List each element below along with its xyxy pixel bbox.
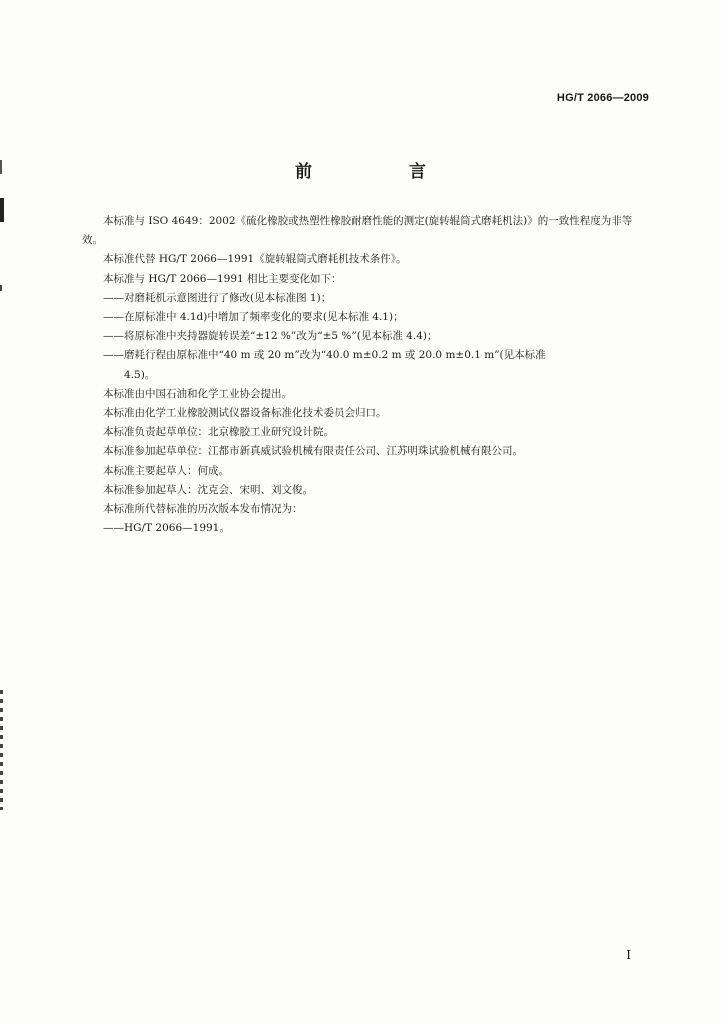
paragraph-main-author: 本标准主要起草人：何成。	[103, 464, 229, 477]
standard-code: HG/T 2066—2009	[556, 92, 649, 104]
foreword-body	[82, 212, 650, 538]
list-item-change: ——磨耗行程由原标准中“40 m 或 20 m”改为“40.0 m±0.2 m 或 20.0 m±0.1 m”(见本标准	[103, 349, 546, 362]
paragraph-committee: 本标准由化学工业橡胶测试仪器设备标准化技术委员会归口。	[103, 407, 387, 420]
list-item-change-continued: 4.5)。	[124, 368, 156, 381]
page-title: 前 言	[295, 162, 466, 182]
paragraph-lead-drafter: 本标准负责起草单位：北京橡胶工业研究设计院。	[103, 426, 334, 439]
binding-edge-mark	[0, 690, 3, 810]
list-item-history: ——HG/T 2066—1991。	[103, 522, 230, 535]
list-item-change: ——在原标准中 4.1d)中增加了频率变化的要求(见本标准 4.1)；	[103, 311, 404, 324]
paragraph-history-intro: 本标准所代替标准的历次版本发布情况为：	[103, 503, 303, 516]
list-item-change: ——对磨耗机示意图进行了修改(见本标准图 1)；	[103, 291, 332, 304]
paragraph-changes-intro: 本标准与 HG/T 2066—1991 相比主要变化如下：	[103, 272, 342, 285]
paragraph-replaces: 本标准代替 HG/T 2066—1991《旋转辊筒式磨耗机技术条件》。	[103, 253, 407, 266]
binding-edge-mark	[0, 198, 4, 222]
paragraph-proposer: 本标准由中国石油和化学工业协会提出。	[103, 387, 292, 400]
list-item-change: ——将原标准中夹持器旋转误差“±12 %”改为“±5 %”(见本标准 4.4)；	[103, 330, 438, 343]
page-number: I	[626, 948, 631, 962]
paragraph-participating-drafters: 本标准参加起草单位：江都市新真威试验机械有限责任公司、江苏明珠试验机械有限公司。	[103, 445, 523, 458]
binding-edge-mark	[0, 285, 2, 291]
paragraph-participating-authors: 本标准参加起草人：沈克会、宋明、刘文俊。	[103, 483, 313, 496]
paragraph-iso-equivalence: 本标准与 ISO 4649：2002《硫化橡胶或热塑性橡胶耐磨性能的测定(旋转辊筒式磨耗机法)》的一致性程度为非等效。	[82, 215, 633, 247]
